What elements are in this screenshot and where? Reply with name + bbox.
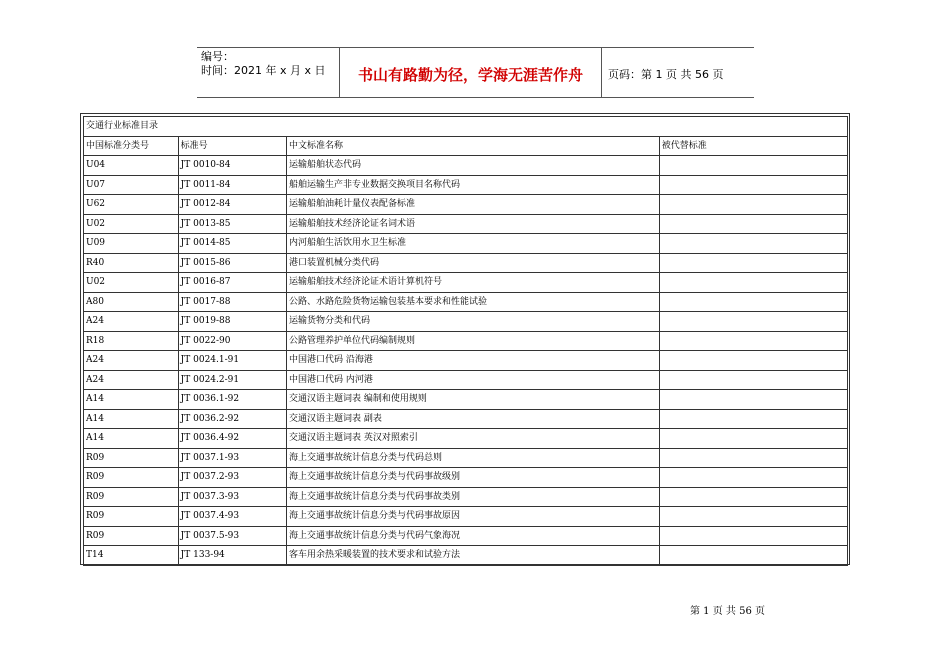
replaced-standard-cell [659, 546, 847, 566]
replaced-standard-cell [659, 507, 847, 527]
standard-number-cell: JT 0037.1-93 [178, 448, 286, 468]
classification-cell: A24 [84, 312, 179, 332]
table-row [84, 468, 848, 488]
chinese-name-cell: 运输船舶技术经济论证名词术语 [287, 214, 660, 234]
replaced-standard-cell [659, 468, 847, 488]
chinese-name-cell: 运输船舶技术经济论证术语计算机符号 [287, 273, 660, 293]
chinese-name-cell: 港口装置机械分类代码 [287, 253, 660, 273]
classification-cell: R09 [84, 468, 179, 488]
table-row [84, 312, 848, 332]
classification-cell: A80 [84, 292, 179, 312]
table-row [84, 273, 848, 293]
standard-number-cell: JT 0011-84 [178, 175, 286, 195]
standard-number-cell: JT 0012-84 [178, 195, 286, 215]
replaced-standard-cell [659, 312, 847, 332]
standard-number-cell: JT 0016-87 [178, 273, 286, 293]
chinese-name-cell: 海上交通事故统计信息分类与代码总则 [287, 448, 660, 468]
replaced-standard-cell [659, 409, 847, 429]
chinese-name-cell: 运输船舶状态代码 [287, 156, 660, 176]
standard-number-cell: JT 0015-86 [178, 253, 286, 273]
column-header: 被代替标准 [659, 136, 847, 156]
table-row [84, 292, 848, 312]
document-header [197, 47, 754, 98]
table-row [84, 507, 848, 527]
header-page-info: 页码：第 1 页 共 56 页 [608, 68, 724, 81]
classification-cell: R09 [84, 526, 179, 546]
standard-number-cell: JT 0017-88 [178, 292, 286, 312]
time-label: 时间：2021 年 x 月 x 日 [201, 64, 326, 77]
table-row [84, 331, 848, 351]
replaced-standard-cell [659, 234, 847, 254]
classification-cell: R09 [84, 487, 179, 507]
chinese-name-cell: 内河船舶生活饮用水卫生标准 [287, 234, 660, 254]
standard-number-cell: JT 0010-84 [178, 156, 286, 176]
chinese-name-cell: 公路管理养护单位代码编制规则 [287, 331, 660, 351]
column-header: 标准号 [178, 136, 286, 156]
standard-number-cell: JT 0037.4-93 [178, 507, 286, 527]
standard-number-cell: JT 0019-88 [178, 312, 286, 332]
replaced-standard-cell [659, 175, 847, 195]
replaced-standard-cell [659, 526, 847, 546]
table-row [84, 156, 848, 176]
standard-number-cell: JT 0022-90 [178, 331, 286, 351]
classification-cell: A14 [84, 390, 179, 410]
standard-number-cell: JT 0036.1-92 [178, 390, 286, 410]
classification-cell: A24 [84, 351, 179, 371]
standard-number-cell: JT 0013-85 [178, 214, 286, 234]
chinese-name-cell: 海上交通事故统计信息分类与代码气象海况 [287, 526, 660, 546]
page-footer: 第 1 页 共 56 页 [690, 606, 765, 617]
classification-cell: U02 [84, 273, 179, 293]
chinese-name-cell: 公路、水路危险货物运输包装基本要求和性能试验 [287, 292, 660, 312]
classification-cell: U02 [84, 214, 179, 234]
chinese-name-cell: 运输船舶油耗计量仪表配备标准 [287, 195, 660, 215]
table-row [84, 253, 848, 273]
chinese-name-cell: 交通汉语主题词表 副表 [287, 409, 660, 429]
chinese-name-cell: 船舶运输生产非专业数据交换项目名称代码 [287, 175, 660, 195]
table-row [84, 390, 848, 410]
header-meta [201, 50, 326, 78]
table-row [84, 175, 848, 195]
classification-cell: U07 [84, 175, 179, 195]
table-row [84, 370, 848, 390]
table-title: 交通行业标准目录 [84, 117, 848, 137]
classification-cell: T14 [84, 546, 179, 566]
standard-number-cell: JT 0036.4-92 [178, 429, 286, 449]
standard-number-cell: JT 0014-85 [178, 234, 286, 254]
classification-cell: R09 [84, 507, 179, 527]
standard-number-cell: JT 0024.2-91 [178, 370, 286, 390]
chinese-name-cell: 交通汉语主题词表 英汉对照索引 [287, 429, 660, 449]
replaced-standard-cell [659, 429, 847, 449]
code-label: 编号： [201, 50, 234, 63]
replaced-standard-cell [659, 273, 847, 293]
table-row [84, 546, 848, 566]
table-row [84, 429, 848, 449]
replaced-standard-cell [659, 292, 847, 312]
standard-number-cell: JT 0037.2-93 [178, 468, 286, 488]
classification-cell: U62 [84, 195, 179, 215]
table-row [84, 409, 848, 429]
table-row [84, 234, 848, 254]
classification-cell: U09 [84, 234, 179, 254]
table-row [84, 487, 848, 507]
standard-number-cell: JT 0024.1-91 [178, 351, 286, 371]
chinese-name-cell: 中国港口代码 内河港 [287, 370, 660, 390]
classification-cell: A14 [84, 429, 179, 449]
chinese-name-cell: 运输货物分类和代码 [287, 312, 660, 332]
replaced-standard-cell [659, 253, 847, 273]
classification-cell: A24 [84, 370, 179, 390]
header-divider [601, 48, 602, 97]
replaced-standard-cell [659, 390, 847, 410]
chinese-name-cell: 海上交通事故统计信息分类与代码事故级别 [287, 468, 660, 488]
classification-cell: U04 [84, 156, 179, 176]
table-row [84, 526, 848, 546]
table-row [84, 214, 848, 234]
table-row [84, 351, 848, 371]
column-header: 中国标准分类号 [84, 136, 179, 156]
replaced-standard-cell [659, 195, 847, 215]
chinese-name-cell: 中国港口代码 沿海港 [287, 351, 660, 371]
chinese-name-cell: 海上交通事故统计信息分类与代码事故类别 [287, 487, 660, 507]
standard-number-cell: JT 133-94 [178, 546, 286, 566]
replaced-standard-cell [659, 156, 847, 176]
replaced-standard-cell [659, 214, 847, 234]
replaced-standard-cell [659, 448, 847, 468]
chinese-name-cell: 交通汉语主题词表 编制和使用规则 [287, 390, 660, 410]
classification-cell: R18 [84, 331, 179, 351]
table-row [84, 195, 848, 215]
replaced-standard-cell [659, 370, 847, 390]
header-motto: 书山有路勤为径，学海无涯苦作舟 [357, 66, 583, 84]
table-header-row [84, 136, 848, 156]
standards-table [83, 116, 848, 566]
replaced-standard-cell [659, 351, 847, 371]
classification-cell: R40 [84, 253, 179, 273]
replaced-standard-cell [659, 487, 847, 507]
standard-number-cell: JT 0036.2-92 [178, 409, 286, 429]
table-title-row [84, 117, 848, 137]
standard-number-cell: JT 0037.5-93 [178, 526, 286, 546]
classification-cell: A14 [84, 409, 179, 429]
classification-cell: R09 [84, 448, 179, 468]
column-header: 中文标准名称 [287, 136, 660, 156]
table-row [84, 448, 848, 468]
replaced-standard-cell [659, 331, 847, 351]
chinese-name-cell: 客车用余热采暖装置的技术要求和试验方法 [287, 546, 660, 566]
chinese-name-cell: 海上交通事故统计信息分类与代码事故原因 [287, 507, 660, 527]
standard-number-cell: JT 0037.3-93 [178, 487, 286, 507]
